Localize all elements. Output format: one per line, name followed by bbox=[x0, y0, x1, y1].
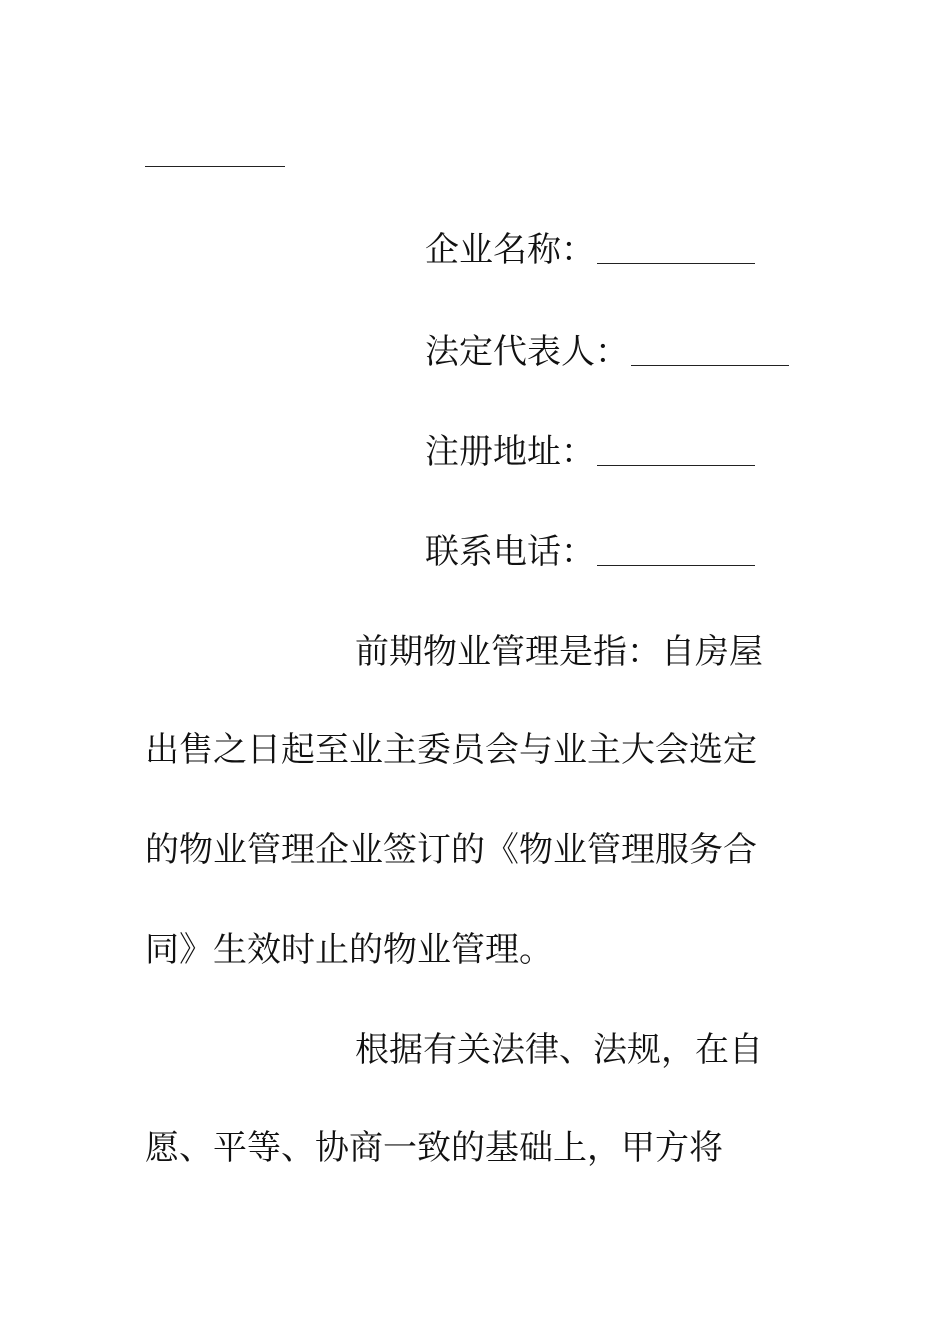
company-name-field bbox=[425, 230, 755, 270]
signature-blank-line bbox=[145, 166, 285, 167]
company-name-blank bbox=[597, 263, 755, 264]
paragraph-2-line-2: 愿、平等、协商一致的基础上，甲方将 bbox=[145, 1128, 723, 1168]
paragraph-2-line-1: 根据有关法律、法规，在自 bbox=[355, 1030, 763, 1070]
legal-representative-field bbox=[425, 332, 789, 372]
registered-address-label: 注册地址： bbox=[425, 432, 595, 472]
paragraph-1-line-3: 的物业管理企业签订的《物业管理服务合 bbox=[145, 830, 757, 870]
registered-address-field bbox=[425, 432, 755, 472]
paragraph-1-line-1: 前期物业管理是指：自房屋 bbox=[355, 632, 763, 672]
legal-representative-label: 法定代表人： bbox=[425, 332, 629, 372]
paragraph-1-line-2: 出售之日起至业主委员会与业主大会选定 bbox=[145, 730, 757, 770]
phone-blank bbox=[597, 565, 755, 566]
registered-address-blank bbox=[597, 465, 755, 466]
legal-representative-blank bbox=[631, 365, 789, 366]
company-name-label: 企业名称： bbox=[425, 230, 595, 270]
phone-field bbox=[425, 532, 755, 572]
phone-label: 联系电话： bbox=[425, 532, 595, 572]
paragraph-1-line-4: 同》生效时止的物业管理。 bbox=[145, 930, 553, 970]
